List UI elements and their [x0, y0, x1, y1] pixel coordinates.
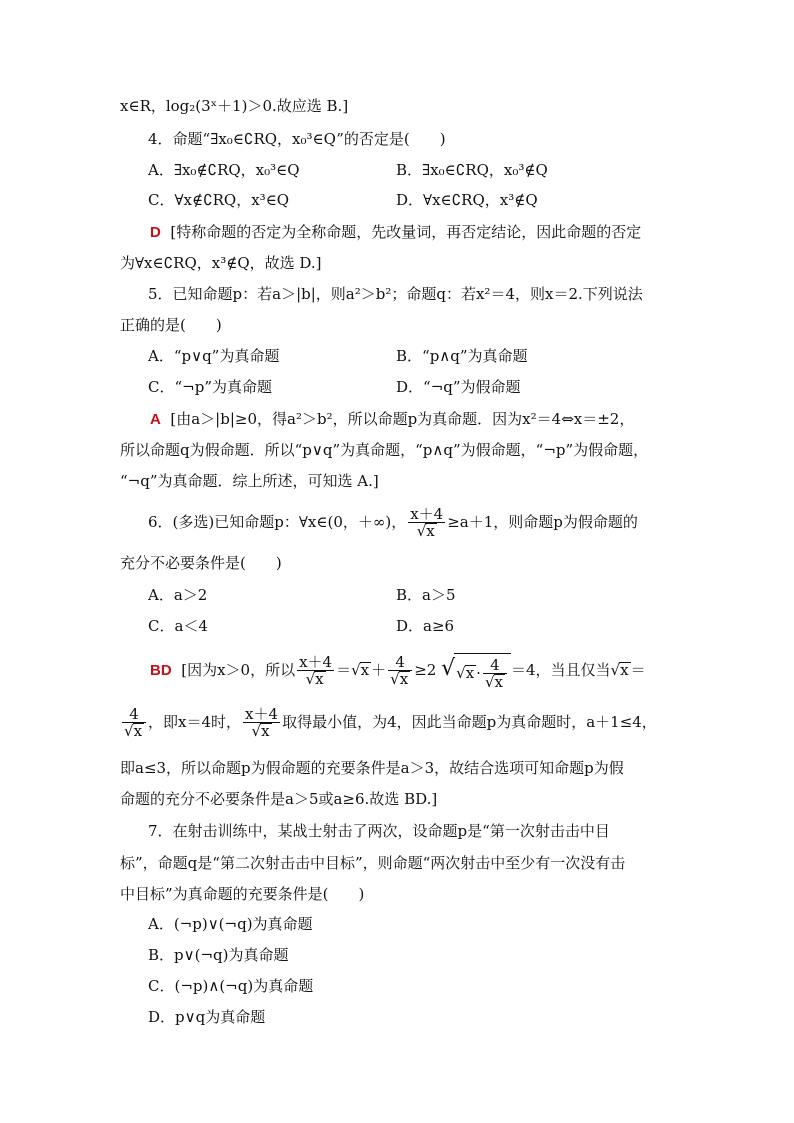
- q7-stem-2: 标”，命题q是“第二次射击击中目标”，则命题“两次射击中至少有一次没有击: [120, 854, 626, 872]
- q6-ans-sqrt-x-2: x: [620, 661, 629, 679]
- q6-ans-frac3-den: x: [494, 672, 503, 691]
- q7-stem-3: 中目标”为真命题的充要条件是( ): [120, 885, 365, 903]
- q6-ans-plus: ＋: [371, 661, 387, 679]
- q6-ans-frac2-den: x: [399, 670, 409, 688]
- q6-fraction: [408, 507, 445, 539]
- q6-ans-frac5-num: x＋4: [245, 705, 279, 723]
- sqrt-icon: √: [351, 661, 361, 679]
- sqrt-icon: √: [390, 670, 400, 688]
- q6-ans-fraction-5: [243, 707, 280, 739]
- q5-answer-line-2: 所以命题q为假命题．所以“p∨q”为真命题，“p∧q”为假命题，“¬p”为假命题，: [120, 441, 649, 459]
- q5-option-c: C．“¬p”为真命题: [148, 378, 272, 396]
- sqrt-icon: √: [441, 656, 456, 681]
- q6-answer-text-2b: 取得最小值，为4，因此当命题p为真命题时，a＋1≤4，: [282, 713, 657, 731]
- q6-ans-fraction-2: [388, 655, 412, 687]
- sqrt-icon: √: [124, 722, 134, 740]
- q6-answer-text-2a: ，即x＝4时，: [148, 713, 242, 731]
- q6-frac-num: x＋4: [410, 505, 444, 523]
- q6-answer-line-1: [150, 652, 646, 690]
- q4-answer-line-2: 为∀x∈∁RQ，x³∉Q，故选 D.]: [120, 254, 322, 272]
- q6-ans-frac1-den: x: [315, 670, 324, 688]
- q6-answer-line-4: 命题的充分不必要条件是a＞5或a≥6.故选 BD.]: [120, 790, 438, 808]
- sqrt-icon: √: [456, 663, 466, 682]
- q6-stem-pre: 6．(多选)已知命题p：∀x∈(0，＋∞)，: [148, 513, 407, 531]
- q7-option-c: C．(¬p)∧(¬q)为真命题: [148, 977, 314, 995]
- q5-option-a: A．“p∨q”为真命题: [148, 347, 280, 365]
- q6-option-a: A．a＞2: [148, 586, 208, 604]
- q4-option-c: C．∀x∉∁RQ，x³∈Q: [148, 191, 290, 209]
- q4-stem: 4．命题“∃x₀∈∁RQ，x₀³∈Q”的否定是( ): [148, 130, 446, 148]
- q6-ans-frac2-num: 4: [388, 655, 412, 671]
- q6-ans-eq: ＝: [336, 661, 352, 679]
- q4-answer-text-1: [特称命题的否定为全称命题，先改量词，再否定结论，因此命题的否定: [170, 223, 642, 241]
- q7-stem-1: 7．在射击训练中，某战士射击了两次，设命题p是“第一次射击击中目: [148, 822, 610, 840]
- sqrt-icon: √: [251, 722, 262, 740]
- q5-option-b: B．“p∧q”为真命题: [396, 347, 528, 365]
- q6-ans-eq2: ＝: [630, 661, 646, 679]
- q6-stem-post: ≥a＋1，则命题p为假命题的: [447, 513, 638, 531]
- q7-option-d: D．p∨q为真命题: [148, 1008, 266, 1026]
- q6-answer-text-1b: ＝4，当且仅当: [510, 661, 611, 679]
- q4-option-d: D．∀x∈∁RQ，x³∉Q: [396, 191, 538, 209]
- q6-answer-line-2: [120, 704, 657, 740]
- q6-option-c: C．a＜4: [148, 617, 208, 635]
- q5-answer-line-1: [150, 409, 634, 430]
- q5-answer-letter: A: [150, 411, 161, 428]
- q6-ans-sqrt-x: x: [360, 661, 370, 679]
- q6-answer-letter: BD: [150, 662, 172, 679]
- q6-ans-fraction-3: [483, 655, 507, 691]
- q6-ans-frac5-den: x: [261, 722, 270, 740]
- sqrt-icon: √: [610, 661, 621, 679]
- sqrt-icon: √: [484, 672, 495, 691]
- q4-option-b: B．∃x₀∈∁RQ，x₀³∉Q: [396, 161, 548, 179]
- q5-answer-line-3: “¬q”为真命题．综上所述，可知选 A.]: [120, 472, 379, 490]
- q6-option-d: D．a≥6: [396, 617, 455, 635]
- sqrt-icon: √: [305, 670, 316, 688]
- q6-ans-fraction-1: [297, 655, 334, 687]
- q4-option-a: A．∃x₀∉∁RQ，x₀³∈Q: [148, 161, 300, 179]
- q6-ans-ge2: ≥2: [414, 661, 437, 679]
- q5-stem-2: 正确的是( ): [120, 316, 222, 334]
- q6-answer-line-3: 即a≤3，所以命题p为假命题的充要条件是a＞3，故结合选项可知命题p为假: [120, 759, 624, 777]
- continued-answer-line: x∈R，log₂(3ˣ＋1)＞0.故应选 B.]: [120, 97, 349, 115]
- q6-ans-frac4-num: 4: [122, 707, 146, 723]
- q6-ans-big-sqrt-x: x: [465, 663, 475, 682]
- q5-option-d: D．“¬q”为假命题: [396, 378, 521, 396]
- sqrt-icon: √: [416, 522, 427, 540]
- q5-answer-text-1: [由a＞|b|≥0，得a²＞b²，所以命题p为真命题．因为x²＝4⇔x＝±2，: [170, 410, 635, 428]
- q6-ans-frac3-num: 4: [483, 658, 507, 674]
- q6-answer-text-1a: [因为x＞0，所以: [181, 661, 296, 679]
- q6-option-b: B．a＞5: [396, 586, 456, 604]
- q4-answer-letter: D: [150, 224, 161, 241]
- q6-frac-den: x: [426, 522, 435, 540]
- q7-option-b: B．p∨(¬q)为真命题: [148, 946, 289, 964]
- q6-ans-frac4-den: x: [133, 722, 143, 740]
- q4-answer-line-1: [150, 222, 641, 243]
- q6-ans-fraction-4: [122, 707, 146, 739]
- q6-stem-1: [148, 507, 638, 539]
- q6-ans-frac1-num: x＋4: [299, 653, 333, 671]
- q5-stem-1: 5．已知命题p：若a＞|b|，则a²＞b²；命题q：若x²＝4，则x＝2.下列说法: [148, 285, 643, 303]
- q6-stem-2: 充分不必要条件是( ): [120, 554, 282, 572]
- q7-option-a: A．(¬p)∨(¬q)为真命题: [148, 915, 313, 933]
- q6-ans-big-sqrt: √x · $\frac{4}{√x}$: [454, 653, 511, 690]
